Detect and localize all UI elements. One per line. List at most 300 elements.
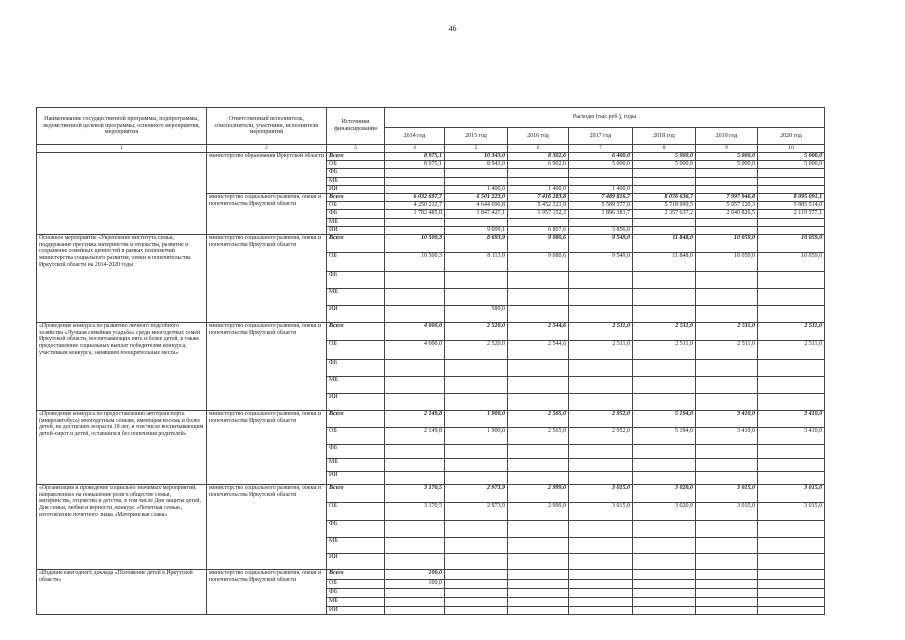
- expense-value: 2 973,9: [445, 502, 508, 520]
- expense-value: [696, 588, 758, 597]
- expense-value: [569, 553, 633, 569]
- expense-value: [696, 359, 758, 376]
- expense-value: [696, 471, 758, 484]
- expense-value: 6 032 697,7: [385, 193, 445, 201]
- funding-source: ИИ: [327, 305, 385, 322]
- funding-source: ФБ: [327, 359, 385, 376]
- expense-value: 5 718 999,5: [633, 202, 696, 210]
- expense-value: 1 957 152,3: [508, 210, 569, 218]
- header-executor: Ответственный исполнитель, соисполнители, участники, исполнители мероприятий: [207, 108, 327, 145]
- expense-value: [508, 376, 569, 393]
- expense-value: [758, 553, 825, 569]
- expense-value: [385, 444, 445, 458]
- expense-value: [445, 169, 508, 177]
- expense-value: 8 975,1: [385, 153, 445, 161]
- expense-value: [508, 359, 569, 376]
- expense-value: [385, 606, 445, 614]
- expense-value: [508, 444, 569, 458]
- column-number: 8: [633, 145, 696, 153]
- expense-value: 3 015,0: [696, 502, 758, 520]
- expense-value: 1 900,0: [445, 410, 508, 427]
- expense-value: [758, 458, 825, 471]
- expense-value: 8 302,6: [508, 153, 569, 161]
- expense-value: [758, 537, 825, 553]
- expense-value: 5 000,0: [633, 161, 696, 169]
- header-year: 2017 год: [569, 128, 633, 145]
- expense-value: [508, 305, 569, 322]
- header-year: 2016 год: [508, 128, 569, 145]
- page-number: 46: [448, 24, 457, 33]
- expense-value: [696, 288, 758, 305]
- expense-value: [445, 458, 508, 471]
- expense-value: [758, 606, 825, 614]
- expense-value: [758, 444, 825, 458]
- responsible-executor: министерство социального развития, опеки и попечительства Иркутской области: [207, 193, 327, 234]
- expense-value: 10 500,3: [385, 234, 445, 252]
- expense-value: 5 000,0: [696, 161, 758, 169]
- expense-value: [508, 177, 569, 185]
- expense-value: [696, 169, 758, 177]
- expense-value: [445, 553, 508, 569]
- column-number: 7: [569, 145, 633, 153]
- header-year: 2015 год: [445, 128, 508, 145]
- expense-value: 2 511,0: [633, 322, 696, 340]
- expense-value: [385, 553, 445, 569]
- expense-value: 2 520,0: [445, 340, 508, 359]
- expense-value: [633, 471, 696, 484]
- expense-value: 1 900,0: [445, 427, 508, 444]
- expense-value: 11 848,0: [633, 234, 696, 252]
- expense-value: [696, 305, 758, 322]
- expense-value: 3 015,0: [758, 484, 825, 502]
- expense-value: 3 015,0: [569, 502, 633, 520]
- expense-value: [758, 271, 825, 288]
- expense-value: [508, 579, 569, 588]
- expense-value: [569, 169, 633, 177]
- expense-value: [633, 569, 696, 579]
- expense-value: [508, 553, 569, 569]
- expense-value: [569, 288, 633, 305]
- expense-value: 2 544,6: [508, 322, 569, 340]
- expense-value: [385, 218, 445, 226]
- expense-value: [569, 177, 633, 185]
- expense-value: [445, 359, 508, 376]
- funding-source: ИИ: [327, 553, 385, 569]
- expense-value: [758, 169, 825, 177]
- expense-value: 5 957 120,3: [696, 202, 758, 210]
- expense-value: [508, 169, 569, 177]
- expense-value: 10 059,0: [696, 234, 758, 252]
- activity-description: «Организация и проведение социально значимых мероприятий, направленных на повышение роли в обществе семьи, материнства, отцовства и детства, в том числе Дня защиты детей, Дня семьи, любви и верности, конкурс «Почетная семья», изготовление почетного знака «Материнская слава»: [37, 484, 207, 569]
- expense-value: [758, 226, 825, 234]
- expense-value: 2 520,0: [445, 322, 508, 340]
- header-year: 2014 год: [385, 128, 445, 145]
- expense-value: [569, 218, 633, 226]
- expense-value: [569, 597, 633, 606]
- table-body: [37, 153, 825, 615]
- expense-value: 1 400,0: [569, 185, 633, 193]
- expense-value: 5 589 577,0: [569, 202, 633, 210]
- expense-value: [445, 177, 508, 185]
- expense-value: [633, 579, 696, 588]
- header-funding-source: Источники финансирования: [327, 108, 385, 145]
- expense-value: [569, 606, 633, 614]
- expense-value: [385, 226, 445, 234]
- header-program-name: Наименование государственной программы, подпрограммы, ведомственной целевой программы, основного мероприятия, мероприятия: [37, 108, 207, 145]
- expense-value: [633, 359, 696, 376]
- expense-value: 10 059,0: [758, 252, 825, 271]
- funding-source: МБ: [327, 597, 385, 606]
- expense-value: 5 452 323,9: [508, 202, 569, 210]
- expense-value: [758, 376, 825, 393]
- column-number: 9: [696, 145, 758, 153]
- funding-source: ФБ: [327, 588, 385, 597]
- expense-value: [758, 218, 825, 226]
- expense-value: 3 020,0: [633, 484, 696, 502]
- expense-value: 5 000,0: [569, 161, 633, 169]
- expense-value: 3 015,0: [696, 484, 758, 502]
- expense-value: 2 511,0: [696, 322, 758, 340]
- expense-value: 7 997 946,8: [696, 193, 758, 201]
- funding-source: МБ: [327, 177, 385, 185]
- expense-value: [569, 444, 633, 458]
- expense-value: [508, 218, 569, 226]
- expense-value: 1 400,0: [445, 185, 508, 193]
- expense-value: [758, 579, 825, 588]
- expense-value: 1 782 485,0: [385, 210, 445, 218]
- expense-value: 2 999,0: [508, 484, 569, 502]
- expense-value: 6 902,6: [508, 161, 569, 169]
- expense-value: 5 000,0: [696, 153, 758, 161]
- expense-value: [445, 444, 508, 458]
- expense-value: [696, 553, 758, 569]
- expense-value: 3 020,0: [633, 502, 696, 520]
- expense-value: [385, 288, 445, 305]
- funding-source: МБ: [327, 288, 385, 305]
- expense-value: 100,0: [385, 569, 445, 579]
- expense-value: [385, 359, 445, 376]
- expense-value: 3 410,0: [696, 410, 758, 427]
- responsible-executor: министерство образования Иркутской области: [207, 153, 327, 194]
- expense-value: 6 807,6: [508, 226, 569, 234]
- expense-value: [508, 597, 569, 606]
- expense-value: [569, 458, 633, 471]
- expense-value: [696, 226, 758, 234]
- funding-source: ОБ: [327, 427, 385, 444]
- expense-value: [569, 579, 633, 588]
- expense-value: 2 119 577,1: [758, 210, 825, 218]
- funding-source: ОБ: [327, 252, 385, 271]
- expense-value: [696, 537, 758, 553]
- funding-source: ИИ: [327, 471, 385, 484]
- expense-value: [569, 359, 633, 376]
- funding-source: ИИ: [327, 185, 385, 193]
- activity-description: «Издание ежегодного доклада «Положение детей в Иркутской области»: [37, 569, 207, 614]
- expense-value: [696, 218, 758, 226]
- expense-value: 2 544,6: [508, 340, 569, 359]
- column-number: 10: [758, 145, 825, 153]
- expense-value: [385, 169, 445, 177]
- expense-value: [385, 597, 445, 606]
- expense-value: [696, 458, 758, 471]
- expense-value: 4 644 696,8: [445, 202, 508, 210]
- expense-value: [445, 288, 508, 305]
- expense-value: 4 250 212,7: [385, 202, 445, 210]
- expense-value: [569, 305, 633, 322]
- expense-value: [633, 226, 696, 234]
- funding-source: ОБ: [327, 579, 385, 588]
- expense-value: [445, 271, 508, 288]
- funding-source: ОБ: [327, 502, 385, 520]
- expense-value: [633, 218, 696, 226]
- expense-value: 2 952,0: [569, 427, 633, 444]
- expense-value: 1 847 427,1: [445, 210, 508, 218]
- expense-value: 10 059,0: [696, 252, 758, 271]
- expense-value: [633, 597, 696, 606]
- expense-value: [633, 376, 696, 393]
- expense-value: 2 565,0: [508, 410, 569, 427]
- expense-value: [385, 271, 445, 288]
- responsible-executor: министерство социального развития, опеки и попечительства Иркутской области: [207, 234, 327, 322]
- header-expenses: Расходы (тыс.руб.), годы: [385, 108, 825, 128]
- expense-value: 2 511,0: [569, 340, 633, 359]
- expense-value: [445, 569, 508, 579]
- funding-source: ФБ: [327, 169, 385, 177]
- expense-value: 5 000,0: [758, 153, 825, 161]
- expense-value: [696, 177, 758, 185]
- column-number: 4: [385, 145, 445, 153]
- expense-value: [633, 606, 696, 614]
- expense-value: [385, 305, 445, 322]
- expense-value: [445, 393, 508, 410]
- expense-value: [758, 288, 825, 305]
- funding-source: ФБ: [327, 520, 385, 537]
- expense-value: [633, 288, 696, 305]
- funding-source: Всего: [327, 234, 385, 252]
- funding-source: ФБ: [327, 271, 385, 288]
- expense-value: 9 080,6: [508, 234, 569, 252]
- column-number: 6: [508, 145, 569, 153]
- activity-description: [37, 153, 207, 235]
- table-row: [37, 569, 825, 579]
- expense-value: 3 410,0: [758, 427, 825, 444]
- responsible-executor: министерство социального развития, опеки и попечительства Иркутской области: [207, 484, 327, 569]
- expense-value: [569, 376, 633, 393]
- funding-source: ОБ: [327, 161, 385, 169]
- expense-value: 4 000,0: [385, 340, 445, 359]
- expense-value: [508, 537, 569, 553]
- expense-value: [758, 393, 825, 410]
- expense-value: 2 511,0: [633, 340, 696, 359]
- funding-source: Всего: [327, 410, 385, 427]
- responsible-executor: министерство социального развития, опеки и попечительства Иркутской области: [207, 322, 327, 410]
- activity-description: Основное мероприятие «Укрепление института семьи, поддержание престижа материнства и отцовства, развитие и сохранение семейных ценностей в рамках полномочий министерства социального развития, опеки и попечительства Иркутской области на 2014-2020 годы: [37, 234, 207, 322]
- funding-source: МБ: [327, 376, 385, 393]
- expense-value: [569, 537, 633, 553]
- expense-value: [696, 569, 758, 579]
- expense-value: [758, 588, 825, 597]
- funding-source: МБ: [327, 537, 385, 553]
- expense-value: [385, 185, 445, 193]
- column-number: 3: [327, 145, 385, 153]
- expense-value: 100,0: [385, 579, 445, 588]
- column-number: 5: [445, 145, 508, 153]
- expense-value: 5 885 514,0: [758, 202, 825, 210]
- expense-value: [633, 588, 696, 597]
- expense-value: [445, 606, 508, 614]
- funding-source: ИИ: [327, 226, 385, 234]
- expense-value: [508, 471, 569, 484]
- activity-description: «Проведение конкурса по предоставлению автотранспорта (микроавтобуса) многодетным семьям, имеющим восемь и более детей, не достигших возраста 18 лет, в том числе воспитывающим детей-сирот и детей, оставшихся без попечения родителей»: [37, 410, 207, 484]
- column-numbers-row: [37, 145, 825, 153]
- expense-value: [758, 520, 825, 537]
- table-row: [37, 484, 825, 502]
- expense-value: 8 076 636,7: [633, 193, 696, 201]
- expense-value: [696, 520, 758, 537]
- funding-source: ОБ: [327, 202, 385, 210]
- expense-value: [633, 177, 696, 185]
- expense-value: 9 549,0: [569, 234, 633, 252]
- table-row: [37, 410, 825, 427]
- expense-value: [445, 597, 508, 606]
- funding-source: МБ: [327, 218, 385, 226]
- expense-value: 2 357 637,2: [633, 210, 696, 218]
- expense-value: 7 489 816,7: [569, 193, 633, 201]
- expense-value: 8 975,1: [385, 161, 445, 169]
- expense-value: [758, 177, 825, 185]
- expense-value: [633, 458, 696, 471]
- expense-value: 2 149,8: [385, 427, 445, 444]
- expense-value: [508, 588, 569, 597]
- expense-value: 7 416 283,8: [508, 193, 569, 201]
- expense-value: [385, 376, 445, 393]
- expense-value: [758, 597, 825, 606]
- funding-source: ОБ: [327, 340, 385, 359]
- expense-value: 3 015,0: [569, 484, 633, 502]
- expense-value: 3 856,0: [569, 226, 633, 234]
- funding-source: ИИ: [327, 606, 385, 614]
- expense-value: [696, 185, 758, 193]
- expense-value: [696, 444, 758, 458]
- expense-value: [633, 520, 696, 537]
- expense-value: 3 170,5: [385, 484, 445, 502]
- expense-value: [569, 569, 633, 579]
- expense-value: [385, 520, 445, 537]
- expense-value: 2 952,0: [569, 410, 633, 427]
- expense-value: 2 565,0: [508, 427, 569, 444]
- expense-value: [569, 588, 633, 597]
- funding-source: Всего: [327, 193, 385, 201]
- expense-value: [633, 444, 696, 458]
- expense-value: [696, 597, 758, 606]
- header-year: 2019 год: [696, 128, 758, 145]
- expense-value: [445, 537, 508, 553]
- expense-value: 2 040 826,5: [696, 210, 758, 218]
- expense-value: [696, 393, 758, 410]
- expense-value: 2 511,0: [696, 340, 758, 359]
- expense-value: [508, 569, 569, 579]
- expense-value: [385, 458, 445, 471]
- expense-value: [569, 393, 633, 410]
- funding-source: Всего: [327, 153, 385, 161]
- funding-source: ИИ: [327, 393, 385, 410]
- expense-value: 10 059,0: [758, 234, 825, 252]
- expense-value: [569, 471, 633, 484]
- expense-value: [385, 393, 445, 410]
- expense-value: 1 896 383,7: [569, 210, 633, 218]
- expense-value: [758, 359, 825, 376]
- expense-value: 11 848,0: [633, 252, 696, 271]
- column-number: 1: [37, 145, 207, 153]
- expense-value: [445, 218, 508, 226]
- expense-value: [508, 458, 569, 471]
- expense-value: [696, 579, 758, 588]
- expense-value: [633, 393, 696, 410]
- expense-value: 8 693,9: [445, 234, 508, 252]
- expense-value: [445, 588, 508, 597]
- expense-value: 2 511,0: [569, 322, 633, 340]
- expense-value: [385, 537, 445, 553]
- expense-value: 6 400,0: [569, 153, 633, 161]
- expense-value: [633, 185, 696, 193]
- expense-value: [508, 393, 569, 410]
- expense-value: [508, 288, 569, 305]
- expense-value: [445, 520, 508, 537]
- expense-value: [508, 520, 569, 537]
- responsible-executor: министерство социального развития, опеки и попечительства Иркутской области: [207, 410, 327, 484]
- expense-value: 3 015,0: [758, 502, 825, 520]
- expense-value: [758, 305, 825, 322]
- expense-value: 3 410,0: [696, 427, 758, 444]
- expense-value: [445, 579, 508, 588]
- expense-value: 8 095 091,1: [758, 193, 825, 201]
- responsible-executor: министерство социального развития, опеки и попечительства Иркутской области: [207, 569, 327, 614]
- expense-value: 3 410,0: [758, 410, 825, 427]
- expense-value: 9 099,1: [445, 226, 508, 234]
- activity-description: «Проведение конкурса по развитию личного подсобного хозяйства «Лучшая семейная усадьба» среди многодетных семей Иркутской области, воспитывающих пять и более детей, в также предоставление социальных выплат победителям конкурса, участникам конкурса, занявшим поощрительные места»: [37, 322, 207, 410]
- expense-value: 6 501 223,0: [445, 193, 508, 201]
- expense-value: [696, 376, 758, 393]
- expense-value: 5 194,0: [633, 427, 696, 444]
- expense-value: [569, 520, 633, 537]
- expense-value: 9 080,6: [508, 252, 569, 271]
- expense-value: [445, 471, 508, 484]
- funding-source: ФБ: [327, 210, 385, 218]
- expense-value: 2 511,0: [758, 322, 825, 340]
- expense-value: [633, 553, 696, 569]
- budget-table: [36, 107, 825, 615]
- expense-value: 580,0: [445, 305, 508, 322]
- expense-value: 2 149,8: [385, 410, 445, 427]
- expense-value: 2 999,0: [508, 502, 569, 520]
- funding-source: Всего: [327, 322, 385, 340]
- expense-value: [385, 471, 445, 484]
- column-number: 2: [207, 145, 327, 153]
- expense-value: 5 000,0: [633, 153, 696, 161]
- expense-value: [508, 271, 569, 288]
- funding-source: Всего: [327, 484, 385, 502]
- expense-value: 8 113,9: [445, 252, 508, 271]
- expense-value: 2 973,9: [445, 484, 508, 502]
- expense-value: [758, 185, 825, 193]
- expense-value: [445, 376, 508, 393]
- funding-source: МБ: [327, 458, 385, 471]
- expense-value: 10 500,3: [385, 252, 445, 271]
- expense-value: 8 943,0: [445, 161, 508, 169]
- expense-value: 5 194,0: [633, 410, 696, 427]
- header-year: 2020 год: [758, 128, 825, 145]
- expense-value: [633, 271, 696, 288]
